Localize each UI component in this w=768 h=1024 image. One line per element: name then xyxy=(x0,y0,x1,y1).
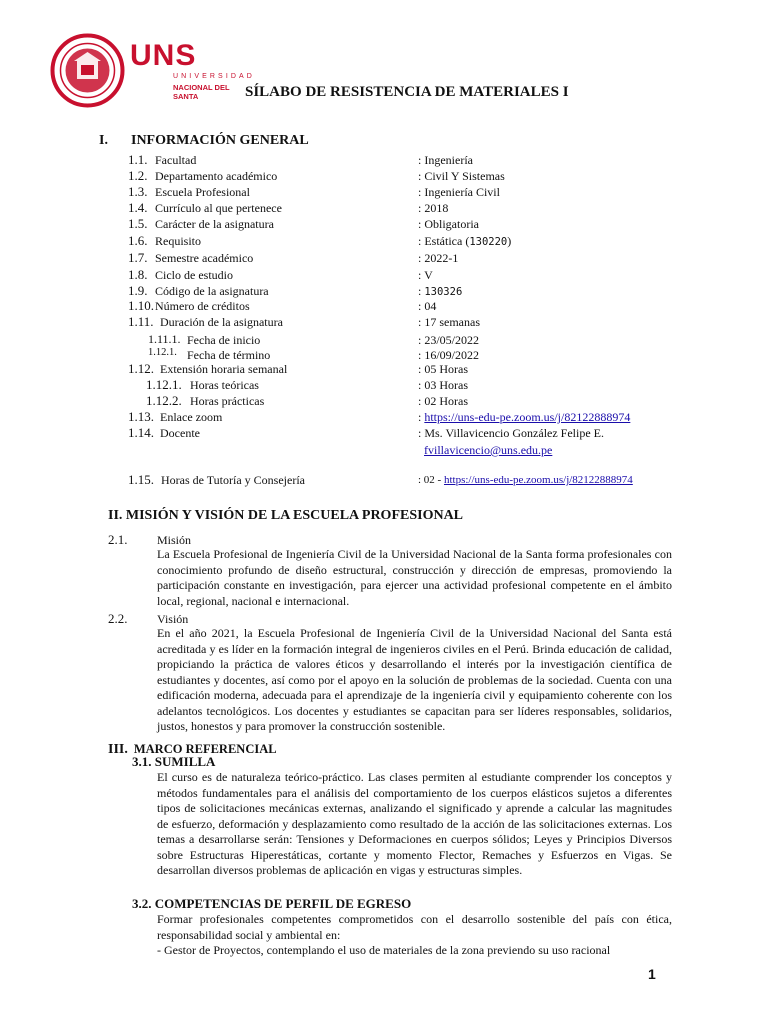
info-row-label: Fecha de término xyxy=(187,348,271,362)
info-row-value-text: : 03 Horas xyxy=(418,378,468,392)
info-row-value-text: : 16/09/2022 xyxy=(418,348,480,362)
sumilla-text: El curso es de naturaleza teórico-práctico. Las clases permiten al estudiante comprender los conceptos y métodos fundamentales para el análisis del comportamiento de los cuerpos elásticos sujetos a diferentes tipos de solicitaciones mecánicas externas, analizando el significado y aprende a calcular las magnitudes de esfuerzo, deformación y desplazamiento como resultado de la acción de las solicitaciones externas. Los temas a desarrollarse serán: Tensiones y Deformaciones en cuerpos sólidos; Leyes y Principios Diversos sobre Estructuras Hiperestáticas, cortante y momento Flector, Remaches y Esfuerzos en Vigas. Se desarrollan diversos problemas de aplicación en vigas y estructuras simples. xyxy=(157,770,672,877)
info-row-value xyxy=(418,268,433,283)
info-row-value-text: : 2018 xyxy=(418,201,449,215)
info-row-number: 1.5. xyxy=(128,216,148,231)
info-row-number: 1.4. xyxy=(128,200,148,215)
logo-subtitle-2: NACIONAL DEL SANTA xyxy=(173,83,230,101)
info-row-value xyxy=(418,348,479,363)
tutoria-number: 1.15. xyxy=(128,472,154,487)
info-row-value xyxy=(418,299,436,314)
info-row-number: 1.12. xyxy=(128,361,154,376)
competencias-bullet: - Gestor de Proyectos, contemplando el uso de materiales de la zona previendo su uso racional xyxy=(157,943,611,957)
info-row-number: 1.11.1. xyxy=(148,332,181,346)
info-row-value-text: : Obligatoria xyxy=(418,217,479,231)
section-3-number: III. xyxy=(108,742,128,757)
tutoria-value: : 02 - https://uns-edu-pe.zoom.us/j/82122888974 xyxy=(418,474,633,486)
info-row-label: Horas teóricas xyxy=(190,378,259,392)
info-row-value xyxy=(418,426,604,441)
info-row-number: 1.12.2. xyxy=(146,393,182,408)
tutoria-label: Horas de Tutoría y Consejería xyxy=(161,473,305,487)
info-row-value xyxy=(418,201,448,216)
info-row-value xyxy=(418,394,468,409)
info-row-value-text: : 05 Horas xyxy=(418,362,468,376)
info-row-value xyxy=(418,251,458,266)
vision-text: En el año 2021, la Escuela Profesional de Ingeniería Civil de la Universidad Nacional del Santa está acreditada y es líder en la formación integral de ingenieros civiles en el Perú. Brinda educación de calidad, propiciando la práctica de valores éticos y desarrollando el interés por la investigación científica de estudiantes y docentes, así como por el apoyo en la solución de problemas de la sociedad. Cuenta con una edificación moderna, adecuada para el aprendizaje de la ingeniería civil y equipamiento coherente con los adelantos tecnológicos. Los docentes y estudiantes se capacitan para ser líderes responsables, solidarios, justos, honestos y para promover la construcción sostenible. xyxy=(157,626,672,733)
mision-heading: Misión xyxy=(157,533,192,547)
info-row-label: Currículo al que pertenece xyxy=(155,201,282,215)
mision-text: La Escuela Profesional de Ingeniería Civil de la Universidad Nacional de la Santa forma profesionales con conocimiento profundo de diseño estructural, construcción y dirección de empresas, promoviendo la participación constante en investigación, para ejercer una actividad profesional competente en el ámbito local, regional, nacional e internacional. xyxy=(157,547,672,608)
section-1-title: INFORMACIÓN GENERAL xyxy=(131,133,309,148)
info-row-value xyxy=(418,153,473,168)
section-1-number: I. xyxy=(99,133,108,148)
info-row-label: Semestre académico xyxy=(155,251,254,265)
info-row-label: Código de la asignatura xyxy=(155,284,269,298)
section-3-title: MARCO REFERENCIAL xyxy=(133,742,277,756)
info-row-label: Departamento académico xyxy=(155,169,278,183)
info-row-number: 1.11. xyxy=(128,314,154,329)
page-number: 1 xyxy=(648,966,656,982)
info-row-label: Horas prácticas xyxy=(190,394,265,408)
info-row-value-text: : 04 xyxy=(418,299,437,313)
info-row-value-text: : 02 Horas xyxy=(418,394,468,408)
info-row-value-text: : 23/05/2022 xyxy=(418,333,480,347)
info-row-number: 1.10. xyxy=(128,298,154,313)
section-2-title: II. MISIÓN Y VISIÓN DE LA ESCUELA PROFESIONAL xyxy=(108,508,464,523)
course-code: 130220 xyxy=(469,236,508,248)
info-row-number: 1.3. xyxy=(128,184,148,199)
info-row-value-text: : Ingeniería xyxy=(418,153,473,167)
info-row-value xyxy=(418,410,630,425)
info-row-label: Extensión horaria semanal xyxy=(160,362,288,376)
info-row-label: Facultad xyxy=(155,153,197,167)
mision-number: 2.1. xyxy=(108,532,128,547)
info-row-number: 1.12.1. xyxy=(148,347,177,358)
info-row-value-text: : Ms. Villavicencio González Felipe E. xyxy=(418,426,605,440)
info-row-label: Duración de la asignatura xyxy=(160,315,283,329)
vision-heading: Visión xyxy=(157,612,189,626)
info-row-value xyxy=(418,333,479,348)
info-row-value-text: : 17 semanas xyxy=(418,315,480,329)
tutoria-zoom-link[interactable]: https://uns-edu-pe.zoom.us/j/82122888974 xyxy=(443,474,633,486)
info-row-label: Enlace zoom xyxy=(160,410,223,424)
info-row-number: 1.6. xyxy=(128,233,148,248)
info-row-number: 1.7. xyxy=(128,250,148,265)
document-title: SÍLABO DE RESISTENCIA DE MATERIALES I xyxy=(245,84,569,100)
info-row-value xyxy=(418,378,468,393)
info-row-value xyxy=(418,169,505,184)
logo-subtitle-1: UNIVERSIDAD xyxy=(173,73,255,80)
info-row-label: Carácter de la asignatura xyxy=(155,217,274,231)
competencias-text: Formar profesionales competentes comprometidos con el desarrollo sostenible del país con ética, responsabilidad social y ambiental en: xyxy=(157,912,672,942)
sumilla-title: 3.1. SUMILLA xyxy=(132,754,216,769)
docente-email-link[interactable]: fvillavicencio@uns.edu.pe xyxy=(424,443,553,457)
info-row-label: Fecha de inicio xyxy=(187,333,261,347)
info-row-value xyxy=(418,185,500,200)
info-row-number: 1.12.1. xyxy=(146,377,182,392)
info-row-value-end: ) xyxy=(507,234,512,248)
info-row-value xyxy=(418,284,462,299)
info-row-number: 1.13. xyxy=(128,409,154,424)
info-row-value-text: : V xyxy=(418,268,433,282)
info-row-value-text: : xyxy=(418,284,425,298)
vision-number: 2.2. xyxy=(108,611,128,626)
tutoria-row xyxy=(128,472,305,488)
logo-text: UNS xyxy=(130,39,197,72)
info-row-number: 1.1. xyxy=(128,152,148,167)
info-row-value-text: : xyxy=(418,410,425,424)
zoom-link[interactable]: https://uns-edu-pe.zoom.us/j/82122888974 xyxy=(424,410,631,424)
uns-logo xyxy=(50,33,255,113)
info-row-label: Ciclo de estudio xyxy=(155,268,233,282)
info-row-value-text: : 2022-1 xyxy=(418,251,459,265)
info-row-label: Requisito xyxy=(155,234,202,248)
info-row-number: 1.2. xyxy=(128,168,148,183)
course-code: 130326 xyxy=(424,286,463,298)
info-row-value-text: : Estática ( xyxy=(418,234,470,248)
competencias-title: 3.2. COMPETENCIAS DE PERFIL DE EGRESO xyxy=(132,896,412,911)
info-row-value xyxy=(418,217,479,232)
info-row-label: Docente xyxy=(160,426,200,440)
info-row-value-text: : Ingeniería Civil xyxy=(418,185,500,199)
info-row-value-text: : Civil Y Sistemas xyxy=(418,169,505,183)
info-row-label: Número de créditos xyxy=(155,299,250,313)
university-seal-icon xyxy=(50,33,125,108)
info-row-number: 1.14. xyxy=(128,425,154,440)
info-row-label: Escuela Profesional xyxy=(155,185,250,199)
info-row-value xyxy=(418,362,468,377)
info-row-number: 1.9. xyxy=(128,283,148,298)
info-row-value xyxy=(418,234,511,249)
info-row-number: 1.8. xyxy=(128,267,148,282)
info-row-value xyxy=(418,315,480,330)
